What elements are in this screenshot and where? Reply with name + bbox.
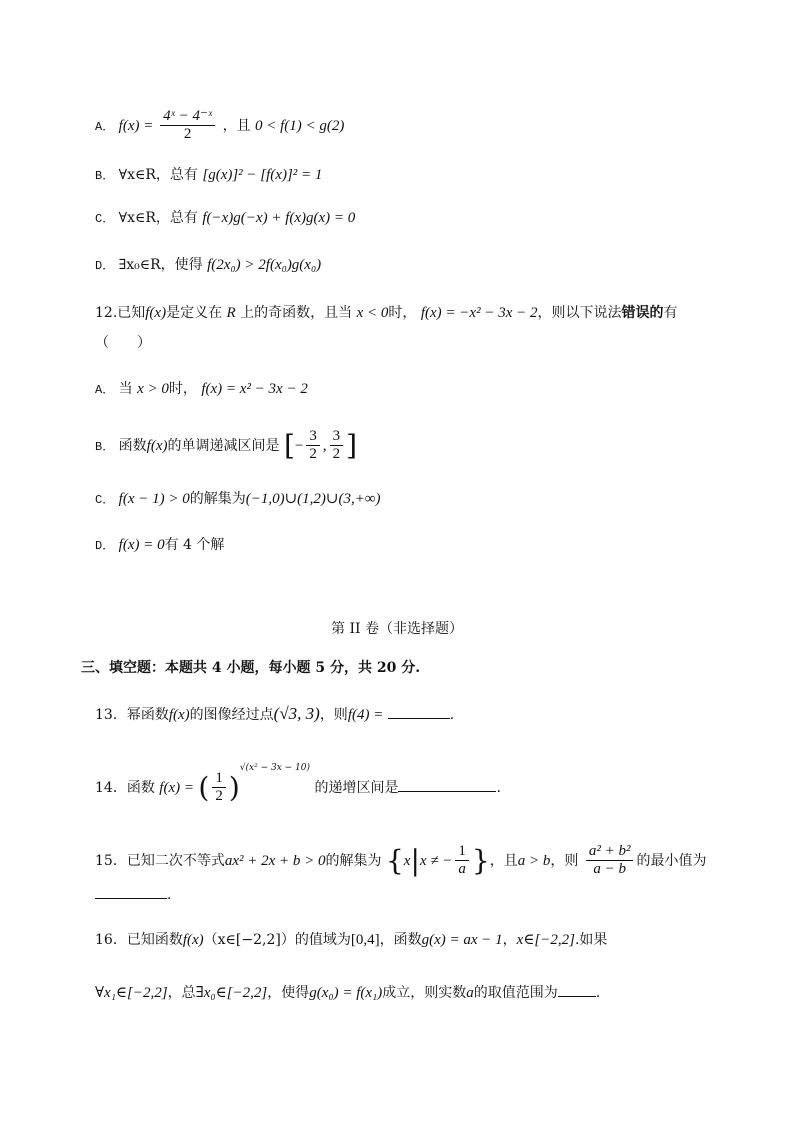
range: [0,4] (350, 932, 380, 948)
option-text: 当 (118, 381, 133, 397)
emphasis-text: 错误的 (621, 305, 664, 321)
stem-text: ，则以下说法 (537, 305, 622, 321)
fraction-numerator: 3 (306, 428, 320, 446)
q11-option-a (95, 108, 344, 144)
formula: f(−x)g(−x) + f(x)g(x) = 0 (202, 210, 356, 226)
answer-blank[interactable] (388, 717, 450, 719)
option-label: B． (95, 439, 115, 454)
question-text: 15．已知二次不等式 (95, 852, 225, 869)
question-text: 16．已知函数 (95, 932, 183, 948)
answer-blank[interactable] (95, 897, 167, 899)
q13 (95, 705, 454, 723)
condition: 0 < f(1) < g(2) (255, 117, 345, 134)
question-text: .如果 (574, 932, 608, 948)
stem-text: 是定义在 (166, 305, 223, 321)
equation: g(x₀) = f(x₁) (309, 985, 383, 1001)
section-heading: 三、填空题：本题共 4 小题，每小题 5 分，共 20 分. (81, 660, 421, 676)
stem-text: 上的奇函数，且当 (240, 305, 353, 321)
option-label: C． (95, 212, 115, 226)
answer-blank[interactable] (558, 995, 596, 997)
option-text: ∃x₀∈R，使得 (118, 257, 203, 273)
period: . (449, 707, 455, 723)
stem-text: 12.已知 (95, 305, 146, 321)
fraction-numerator: 3 (330, 428, 344, 446)
condition: a > b (517, 852, 551, 869)
bracket-right: ] (346, 428, 358, 462)
expression: f(4) = (347, 707, 384, 723)
condition: x > 0 (137, 381, 169, 397)
fraction-lower (306, 428, 320, 464)
fraction-denominator: 2 (332, 446, 341, 463)
q12-option-b (95, 428, 357, 464)
option-text: 的解集为 (189, 491, 246, 507)
stem-text: 时， (388, 305, 417, 321)
exponent: √(x² − 3x − 10) (239, 762, 311, 773)
target-fraction (586, 843, 634, 879)
formula: f(x) = −x² − 3x − 2 (420, 305, 538, 321)
stem-text: 有 (663, 305, 678, 321)
question-text: 成立，则实数 (382, 985, 467, 1001)
period: . (167, 887, 172, 903)
comma: , (322, 437, 327, 454)
option-text: ，且 (222, 117, 251, 134)
function-name: f(x) (182, 932, 204, 948)
question-text: 的递增区间是 (314, 779, 399, 796)
point: (√3, 3) (273, 704, 320, 723)
option-text: ∀x∈R，总有 (118, 167, 198, 183)
option-text: 的单调递减区间是 (167, 437, 280, 454)
question-text: ，且 (489, 852, 518, 869)
option-label: A． (95, 383, 115, 397)
q12-option-a (95, 382, 308, 397)
question-text: ， (502, 932, 517, 948)
condition: x < 0 (356, 305, 389, 321)
fraction-denominator: 2 (183, 126, 192, 143)
fraction-numerator: 1 (455, 843, 469, 861)
quantifier: ∀x₁∈[−2,2] (95, 985, 168, 1001)
formula: f(x) = (118, 117, 158, 134)
answer-blank[interactable] (398, 790, 496, 792)
solution-set: (−1,0)∪(1,2)∪(3,+∞) (245, 491, 381, 507)
fraction (212, 770, 226, 806)
question-text: 的取值范围为 (473, 985, 558, 1001)
q11-option-b (95, 168, 322, 183)
paren-left: ( (198, 770, 210, 804)
option-label: A． (95, 119, 115, 134)
q16-line2 (95, 986, 600, 1001)
question-text: ，则 (319, 707, 348, 723)
fraction-numerator: a² + b² (586, 843, 634, 861)
period: . (496, 779, 501, 796)
q11-option-c (95, 211, 355, 226)
function-name: f(x) (145, 305, 167, 321)
set-condition: x ≠ − (419, 852, 453, 869)
option-text: 有 4 个解 (164, 537, 225, 553)
q12-option-c (95, 492, 381, 507)
option-text: ∀x∈R，总有 (118, 210, 198, 226)
function-g: g(x) = ax − 1 (421, 932, 503, 948)
option-label: D． (95, 539, 115, 553)
set-symbol: R (226, 305, 236, 321)
question-text: ，总 (167, 985, 196, 1001)
question-text: ，使得 (267, 985, 310, 1001)
q15-answer-line (95, 888, 171, 902)
minus-sign: − (294, 437, 304, 454)
fraction (455, 843, 469, 879)
fraction-upper (330, 428, 344, 464)
set-variable: x (403, 852, 411, 869)
question-text: 的解集为 (325, 852, 382, 869)
quantifier: ∃x₀∈[−2,2] (195, 985, 268, 1001)
option-text: 时， (168, 381, 197, 397)
option-label: C． (95, 493, 115, 507)
function-name: f(x) (146, 437, 168, 454)
question-text: 的值域为 (294, 932, 351, 948)
fraction-denominator: a (458, 861, 466, 878)
q11-option-d (95, 258, 321, 273)
formula: f(x) = x² − 3x − 2 (201, 381, 308, 397)
q12-option-d (95, 538, 224, 553)
question-text: 14．函数 (95, 779, 155, 796)
brace-left: { (385, 843, 404, 877)
question-text: 的最小值为 (636, 852, 707, 869)
question-text: 的图像经过点 (189, 707, 274, 723)
domain: x∈[−2,2] (516, 932, 575, 948)
q12-stem (95, 306, 677, 321)
q12-answer-paren: （ ） (95, 335, 151, 351)
option-label: D． (95, 259, 115, 273)
function-name: f(x) (168, 707, 190, 723)
q15 (95, 843, 706, 879)
question-text: ，则 (550, 852, 579, 869)
option-label: B． (95, 169, 115, 183)
question-text: 13．幂函数 (95, 707, 169, 723)
formula: f(x − 1) > 0 (118, 491, 190, 507)
question-text: ，函数 (379, 932, 422, 948)
formula: f(x) = 0 (118, 537, 165, 553)
q16-line1 (95, 933, 607, 948)
formula: f(2x₀) > 2f(x₀)g(x₀) (207, 257, 322, 273)
fraction (160, 108, 215, 144)
formula: [g(x)]² − [f(x)]² = 1 (202, 167, 323, 183)
fraction-denominator: 2 (309, 446, 317, 463)
inequality: ax² + 2x + b > 0 (224, 852, 326, 869)
fraction-numerator: 4ˣ − 4⁻ˣ (160, 108, 215, 126)
formula: f(x) = (159, 779, 194, 796)
brace-right: } (471, 843, 490, 877)
fraction-denominator: a − b (593, 861, 626, 878)
period: . (595, 985, 601, 1001)
q14 (95, 762, 501, 806)
domain: （x∈[−2,2]） (203, 932, 295, 948)
paren-right: ) (228, 770, 240, 804)
set-bar: | (410, 843, 420, 877)
section-title: 第 II 卷（非选择题） (331, 621, 463, 637)
option-text: 函数 (118, 437, 147, 454)
fraction-denominator: 2 (215, 788, 223, 805)
fraction-numerator: 1 (212, 770, 226, 788)
bracket-left: [ (283, 428, 295, 462)
variable: a (466, 985, 474, 1001)
